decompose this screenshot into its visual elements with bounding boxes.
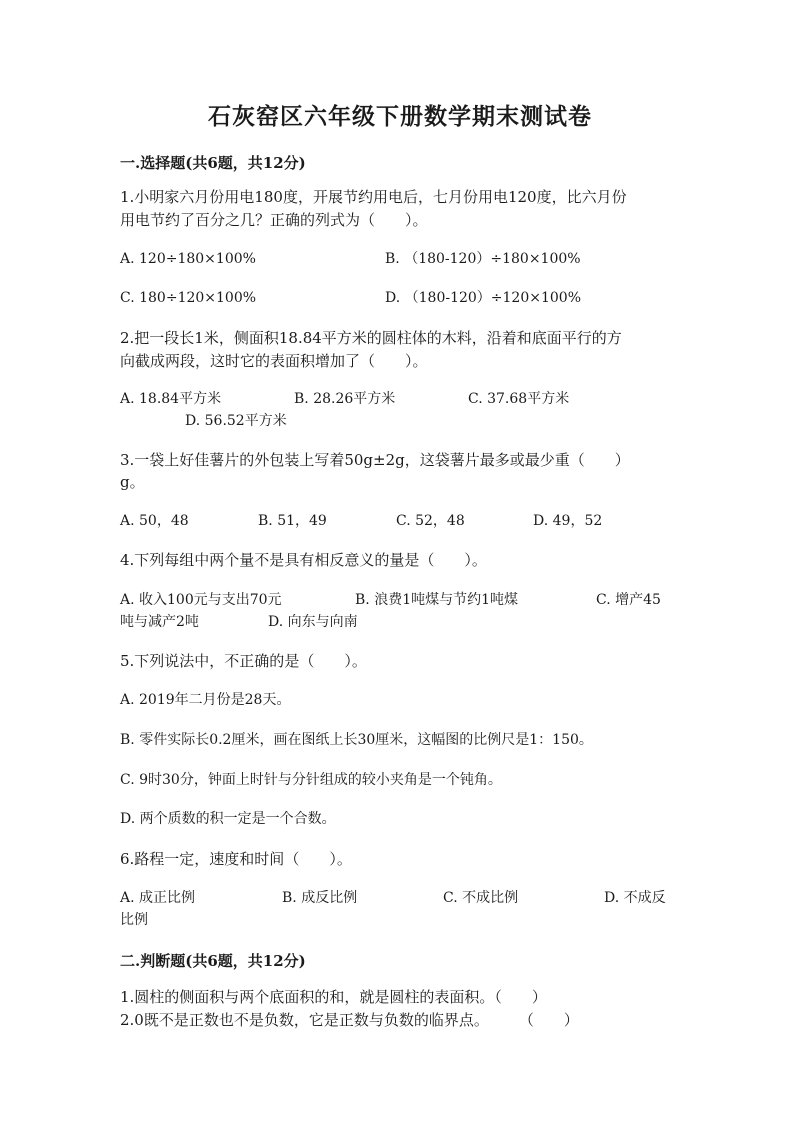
question-6-option-d: D. 不成反 [604, 890, 666, 906]
question-5-line-1: 5.下列说法中，不正确的是（ ）。 [120, 652, 367, 670]
question-1-line-1: 1.小明家六月份用电180度，开展节约用电后，七月份用电120度，比六月份 [120, 188, 627, 206]
section-heading-choice: 一.选择题(共6题，共12分) [120, 154, 306, 172]
judgement-1: 1.圆柱的侧面积与两个底面积的和，就是圆柱的表面积。（ ） [120, 988, 547, 1006]
question-6-line-1: 6.路程一定，速度和时间（ ）。 [120, 850, 352, 868]
question-4-option-c-continued: 吨与减产2吨 [120, 614, 199, 630]
question-5-option-d: D. 两个质数的积一定是一个合数。 [120, 811, 336, 827]
question-6-option-a: A. 成正比例 [120, 890, 196, 906]
question-3-option-a: A. 50，48 [120, 513, 189, 529]
question-2-option-c: C. 37.68平方米 [468, 391, 570, 407]
question-6-option-b: B. 成反比例 [282, 890, 358, 906]
section-heading-judgement: 二.判断题(共6题，共12分) [120, 952, 306, 970]
page-title: 石灰窑区六年级下册数学期末测试卷 [208, 103, 592, 130]
question-3-option-d: D. 49，52 [533, 513, 603, 529]
question-3-option-c: C. 52，48 [396, 513, 465, 529]
question-3-line-1: 3.一袋上好佳薯片的外包装上写着50g±2g，这袋薯片最多或最少重（ ） [120, 451, 630, 469]
judgement-2: 2.0既不是正数也不是负数，它是正数与负数的临界点。 （ ） [120, 1011, 579, 1029]
question-2-option-d: D. 56.52平方米 [185, 413, 287, 429]
question-1-option-b: B. （180-120）÷180×100% [385, 251, 581, 267]
question-4-option-d: D. 向东与向南 [268, 614, 358, 630]
question-3-option-b: B. 51，49 [258, 513, 327, 529]
question-3-line-2: g。 [120, 473, 145, 491]
question-4-option-c: C. 增产45 [596, 592, 661, 608]
question-5-option-c: C. 9时30分，钟面上时针与分针组成的较小夹角是一个钝角。 [120, 772, 502, 788]
question-2-line-2: 向截成两段，这时它的表面积增加了（ ）。 [120, 352, 428, 370]
question-1-option-a: A. 120÷180×100% [120, 251, 256, 267]
question-6-option-d-continued: 比例 [120, 912, 148, 928]
question-2-option-b: B. 28.26平方米 [294, 391, 396, 407]
question-1-option-c: C. 180÷120×100% [120, 290, 257, 306]
question-4-option-a: A. 收入100元与支出70元 [120, 592, 282, 608]
question-2-option-a: A. 18.84平方米 [120, 391, 222, 407]
question-4-line-1: 4.下列每组中两个量不是具有相反意义的量是（ ）。 [120, 551, 487, 569]
question-4-option-b: B. 浪费1吨煤与节约1吨煤 [355, 592, 519, 608]
question-1-option-d: D. （180-120）÷120×100% [385, 290, 582, 306]
question-5-option-a: A. 2019年二月份是28天。 [120, 692, 291, 708]
question-6-option-c: C. 不成比例 [443, 890, 519, 906]
question-2-line-1: 2.把一段长1米，侧面积18.84平方米的圆柱体的木料，沿着和底面平行的方 [120, 329, 622, 347]
question-5-option-b: B. 零件实际长0.2厘米，画在图纸上长30厘米，这幅图的比例尺是1：150。 [120, 732, 593, 748]
question-1-line-2: 用电节约了百分之几？正确的列式为（ ）。 [120, 211, 428, 229]
